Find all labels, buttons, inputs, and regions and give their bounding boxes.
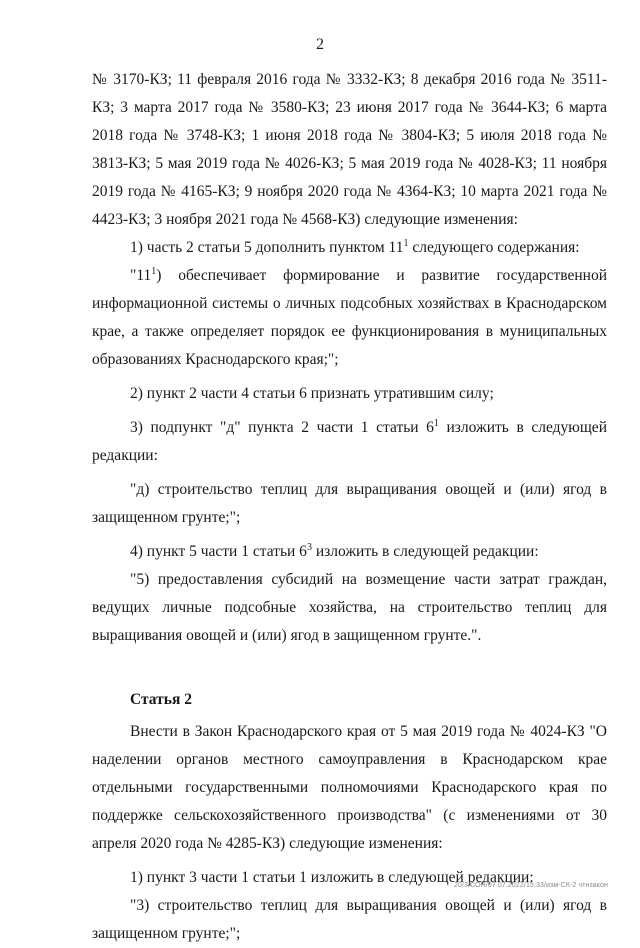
amendment-item-3-tail: изложить в следующей редакции: [92, 419, 607, 464]
quoted-text-4: "5) предоставления субсидий на возмещение части затрат граждан, ведущих личные подсобные хозяйства, на строительство теплиц для выращивания овощей и (или) ягод в защищенном грунте.". [92, 571, 607, 644]
amendment-item-3 [92, 414, 607, 470]
article-2-intro: Внести в Закон Краснодарского края от 5 мая 2019 года № 4024-КЗ "О наделении органов местного самоуправления в Краснодарском крае отдельными государственными полномочиями Краснодарского края по поддержке сельскохозяйственного производства" (с изменениями от 30 апреля 2020 года № 4285-КЗ) следующие изменения: [92, 723, 607, 852]
amendment-item-4-tail: изложить в следующей редакции: [311, 543, 539, 560]
amendment-item-4 [92, 538, 607, 566]
quoted-text-1-body: ) обеспечивает формирование и развитие государственной информационной системы о личных подсобных хозяйствах в Краснодарском крае, а также определяет порядок ее функционирования в муниципальных образованиях Краснодарского края;"; [92, 267, 607, 368]
amendment-item-4-text: 4) пункт 5 части 1 статьи 6 [130, 543, 307, 560]
amendment-item-1 [92, 234, 607, 262]
quoted-text-1 [92, 262, 607, 374]
quoted-text-3: "д) строительство теплиц для выращивания овощей и (или) ягод в защищенном грунте;"; [92, 481, 607, 526]
document-footer-code: 20/3/СОН/07.07.2022/15:33/изм-СК-2 чтнзакон [454, 882, 608, 889]
article-2-heading: Статья 2 [130, 691, 192, 708]
amendment-item-3-text: 3) подпункт "д" пункта 2 части 1 статьи 6 [130, 419, 434, 436]
article-2-item-1: 1) пункт 3 части 1 статьи 1 изложить в следующей редакции: [130, 869, 534, 886]
quoted-text-1-start: "11 [130, 267, 152, 284]
amendment-item-1-text: 1) часть 2 статьи 5 дополнить пунктом 11 [130, 239, 404, 256]
section-spacer [92, 650, 607, 686]
superscript: 1 [433, 417, 439, 429]
page-number: 2 [316, 36, 324, 53]
document-body [92, 66, 607, 948]
amendment-item-2: 2) пункт 2 части 4 статьи 6 признать утратившим силу; [130, 385, 494, 402]
superscript: 1 [403, 237, 409, 249]
article-2-quoted-text-1: "3) строительство теплиц для выращивания овощей и (или) ягод в защищенном грунте;"; [92, 897, 607, 942]
amendment-item-1-tail: следующего содержания: [408, 239, 580, 256]
continuation-paragraph: № 3170-КЗ; 11 февраля 2016 года № 3332-КЗ; 8 декабря 2016 года № 3511-КЗ; 3 марта 2017 года № 3580-КЗ; 23 июня 2017 года № 3644-КЗ; 6 марта 2018 года № 3748-КЗ; 1 июня 2018 года № 3804-КЗ; 5 июля 2018 года № 3813-КЗ; 5 мая 2019 года № 4026-КЗ; 5 мая 2019 года № 4028-КЗ; 11 ноября 2019 года № 4165-КЗ; 9 ноября 2020 года № 4364-КЗ; 10 марта 2021 года № 4423-КЗ; 3 ноября 2021 года № 4568-КЗ) следующие изменения: [92, 71, 607, 228]
superscript: 1 [151, 265, 157, 277]
superscript: 3 [306, 541, 312, 553]
